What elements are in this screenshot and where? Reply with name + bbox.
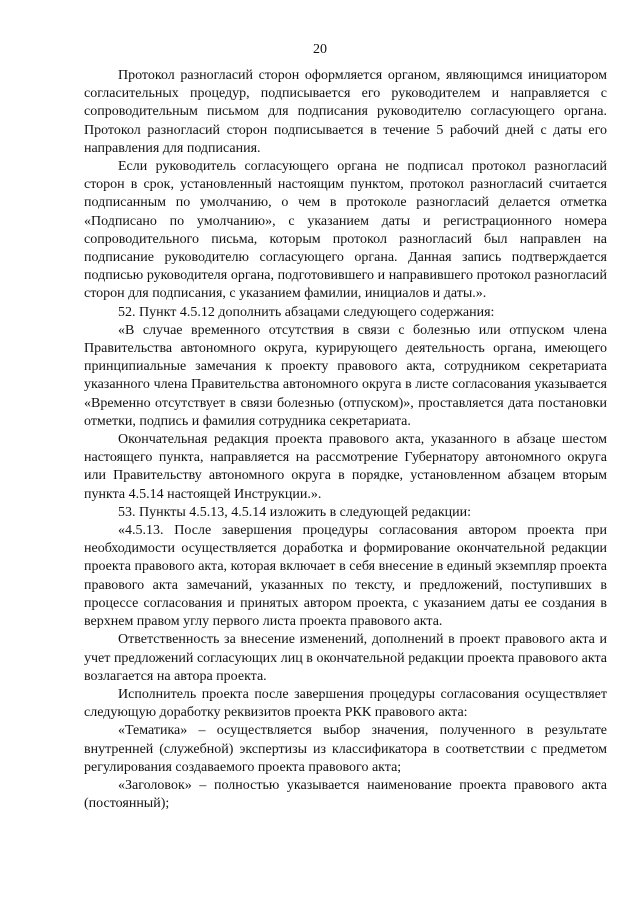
paragraph-disagreement-protocol: Протокол разногласий сторон оформляется органом, являющимся инициатором согласительных процедур, подписывается его руководителем и направляется с сопроводительным письмом для подписания руководителю согласующего органа. Протокол разногласий сторон подписывается в течение 5 рабочий дней с даты его направления для подписания. (84, 68, 607, 156)
paragraph-responsibility: Ответственность за внесение изменений, дополнений в проект правового акта и учет предложений согласующих лиц в окончательной редакции проекта правового акта возлагается на автора проекта. (84, 632, 607, 684)
paragraph-title: «Заголовок» – полностью указывается наименование проекта правового акта (постоянный); (84, 777, 607, 812)
page-number: 20 (313, 42, 327, 57)
paragraph-item-52: 52. Пункт 4.5.12 дополнить абзацами следующего содержания: (118, 304, 495, 320)
paragraph-4-5-13: «4.5.13. После завершения процедуры согласования автором проекта при необходимости осуществляется доработка и формирование окончательной редакции проекта правового акта, которая включает в себя внесение в единый экземпляр проекта правового акта замечаний, указанных по тексту, и предложений, поступивших в процессе согласования и принятых автором проекта, с указанием даты ее создания в верхнем правом углу первого листа проекта правового акта. (84, 523, 607, 630)
paragraph-temporary-absence: «В случае временного отсутствия в связи с болезнью или отпуском члена Правительства автономного округа, курирующего деятельность органа, имеющего принципиальные замечания к проекту правового акта, сотрудником секретариата указанного члена Правительства автономного округа в листе согласования указывается «Временно отсутствует в связи болезнью (отпуском)», проставляется дата постановки отметки, подпись и фамилия сотрудника секретариата. (84, 322, 607, 429)
paragraph-item-53: 53. Пункты 4.5.13, 4.5.14 изложить в следующей редакции: (118, 504, 472, 520)
paragraph-executor: Исполнитель проекта после завершения процедуры согласования осуществляет следующую доработку реквизитов проекта РКК правового акта: (84, 686, 607, 721)
document-body (84, 67, 607, 813)
paragraph-topic: «Тематика» – осуществляется выбор значения, полученного в результате внутренней (служебной) экспертизы из классификатора в соответствии с предметом регулирования создаваемого проекта правового акта; (84, 723, 607, 775)
paragraph-final-edition: Окончательная редакция проекта правового акта, указанного в абзаце шестом настоящего пункта, направляется на рассмотрение Губернатору автономного округа или Правительству автономного округа в порядке, установленном абзацем вторым пункта 4.5.14 настоящей Инструкции.». (84, 432, 607, 502)
paragraph-default-signature: Если руководитель согласующего органа не подписал протокол разногласий сторон в срок, установленный настоящим пунктом, протокол разногласий считается подписанным по умолчанию, о чем в протоколе разногласий делается отметка «Подписано по умолчанию», с указанием даты и регистрационного номера сопроводительного письма, которым протокол разногласий был направлен на подписание руководителю согласующего органа. Данная запись подтверждается подписью руководителя органа, подготовившего и направившего протокол разногласий сторон для подписания, с указанием фамилии, инициалов и даты.». (84, 159, 607, 302)
